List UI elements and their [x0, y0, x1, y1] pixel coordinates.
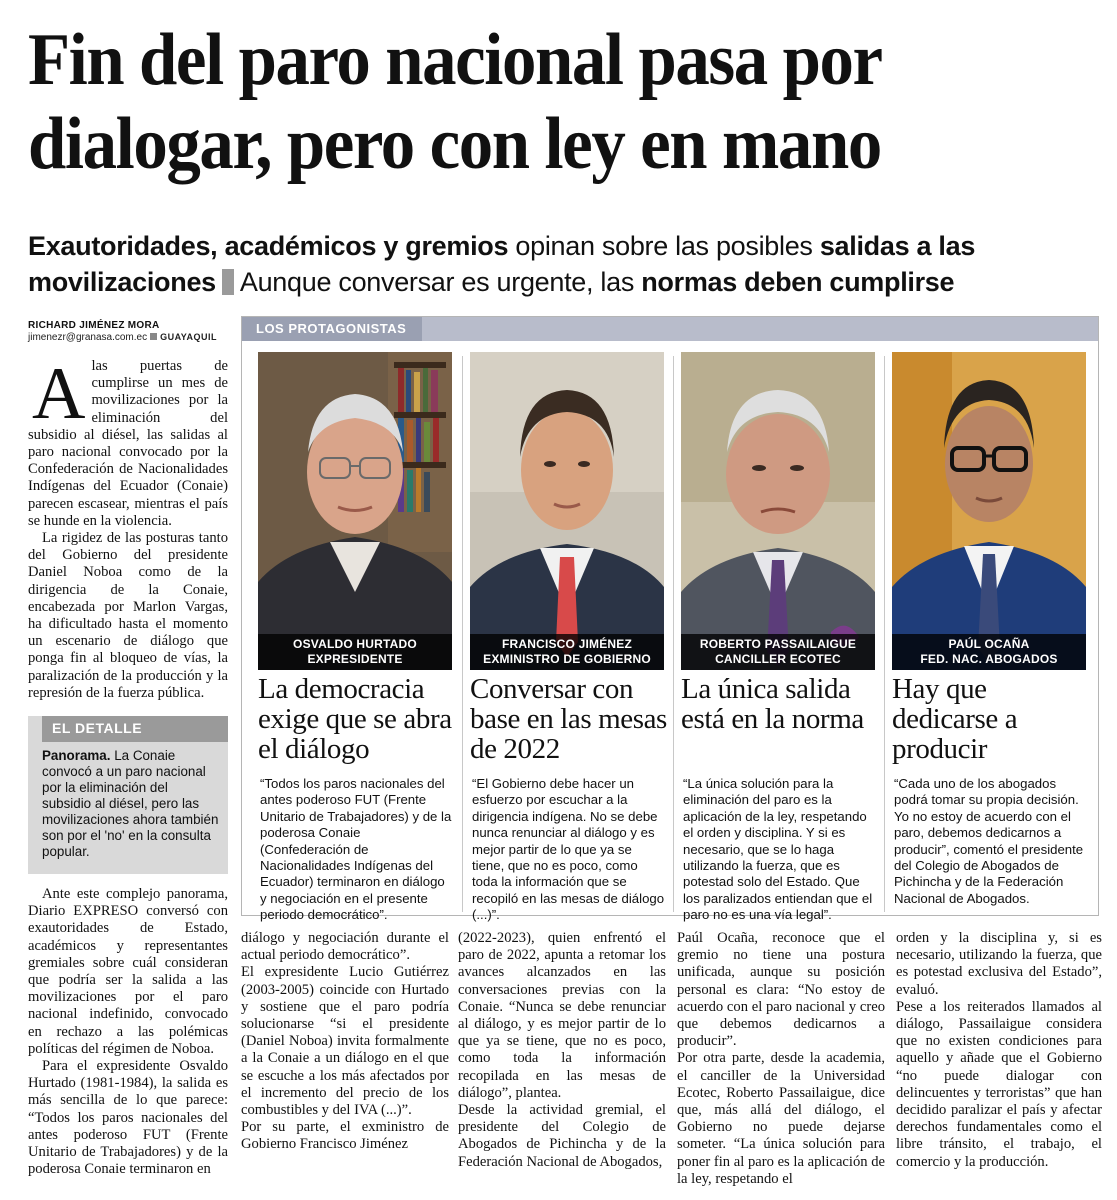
byline-author: RICHARD JIMÉNEZ MORA [28, 320, 160, 331]
body-column-3 [458, 930, 666, 1171]
protagonist-quote: “Todos los paros nacionales del antes poderoso FUT (Frente Unitario de Trabajadores) y de la poderosa Conaie (Confederación de Nacionalidades Indígenas del Ecuador) terminaron en diálogo y negociación en el presente periodo democrático”. [260, 776, 452, 923]
protagonist-caption [892, 634, 1086, 670]
body-column-2-text: diálogo y negociación durante el actual periodo democrático”. El expresidente Lucio Gutiérrez (2003-2005) coincide con Hurtado y sostiene que el paro podría solucionarse “si el presidente (Daniel Noboa) invita formalmente a la Conaie a un diálogo en el que se escuche a los más afectados por el incremento del precio de los combustibles y del IVA (...)”. Por su parte, el exministro de Gobierno Francisco Jiménez [241, 930, 449, 1153]
protagonist-quote: “Cada uno de los abogados podrá tomar su propia decisión. Yo no estoy de acuerdo con el paro, debemos dedicarnos a producir”, comentó el presidente del Colegio de Abogados de Pichincha y de la Federación Nacional de Abogados. [894, 776, 1084, 906]
column-divider [462, 356, 463, 912]
body-column-3-text: (2022-2023), quien enfrentó el paro de 2022, apunta a retomar los avances alcanzados en las conversaciones previas con la Conaie. “Nunca se debe renunciar al diálogo, y es mejor partir de lo que ya se tiene, que no es poco, como toda la información recopilada en las mesas de diálogo”, plantea. Desde la actividad gremial, el presidente del Colegio de Abogados de Pichincha y de la Federación Nacional de Abogados, [458, 930, 666, 1170]
protagonist-role: EXMINISTRO DE GOBIERNO [483, 652, 651, 666]
portrait-paul-ocana [892, 352, 1086, 670]
protagonist-name: ROBERTO PASSAILAIGUE [699, 637, 857, 651]
byline-contact [28, 332, 228, 343]
protagonist-headline: Conversar con base en las mesas de 2022 [470, 673, 667, 765]
detail-box-body [28, 742, 228, 874]
protagonist-name: PAÚL OCAÑA [948, 637, 1030, 651]
detail-box-title: EL DETALLE [52, 720, 143, 736]
protagonist-photo [258, 352, 452, 670]
detail-box-text: La Conaie convocó a un paro nacional por la eliminación del subsidio al diésel, pero las movilizaciones ahora también son por el 'no' en la consulta popular. [42, 748, 219, 859]
subheadline [28, 228, 1103, 300]
column-divider [884, 356, 885, 912]
protagonist-name: FRANCISCO JIMÉNEZ [501, 637, 633, 651]
subhead-separator [222, 269, 234, 295]
protagonist-name: OSVALDO HURTADO [293, 637, 417, 651]
body-column-5 [896, 930, 1102, 1171]
detail-box-lead: Panorama. [42, 748, 111, 763]
body-column-2 [241, 930, 449, 1154]
protagonist-headline: Hay que dedicarse a producir [892, 673, 1018, 765]
drop-cap: A [32, 353, 86, 435]
portrait-roberto-passailaigue [681, 352, 875, 670]
subhead-text-2: opinan sobre las posibles [508, 231, 820, 261]
protagonist-photo [892, 352, 1086, 670]
protagonist-quote: “El Gobierno debe hacer un esfuerzo por escuchar a la dirigencia indígena. No se debe nunca renunciar al diálogo y es mejor partir de lo que ya se tiene, que no es poco, como toda la información que se recopiló en las mesas de diálogo (...)”. [472, 776, 665, 923]
subhead-bold-3: salidas a las movilizaciones [28, 231, 976, 297]
subhead-bold-1: Exautoridades, académicos y gremios [28, 231, 509, 261]
column-1-paragraph-2: Para el expresidente Osvaldo Hurtado (1981-1984), la salida es más sencilla de lo que parece: “Todos los paros nacionales del antes poderoso FUT (Frente Unitario de Trabajadores) y de la poderosa Conaie terminaron en [28, 1058, 228, 1178]
headline [28, 18, 1023, 186]
headline-line-2: dialogar, pero con ley en mano [28, 103, 881, 185]
protagonist-caption [258, 634, 452, 670]
detail-box-header [28, 716, 228, 742]
intro-paragraph-2: La rigidez de las posturas tanto del Gobierno del presidente Daniel Noboa como de la dirigencia de la Conaie, encabezada por Marlon Vargas, ha dificultado hasta el momento un escenario de diálogo que ponga fin al bloqueo de vías, la paralización de la producción y la represión de la fuerza pública. [28, 530, 228, 701]
intro-column [28, 353, 228, 702]
protagonists-header [242, 317, 1098, 341]
protagonist-quote: “La única solución para la eliminación del paro es la aplicación de la ley, respetando el orden y disciplina. Y si es necesario, que se lo haga utilizando la fuerza, que es potestad solo del Estado. Que los paralizados entiendan que el paro no es una vía legal”. [683, 776, 873, 923]
subhead-bold-5: normas deben cumplirse [641, 267, 955, 297]
intro-paragraph-1: las puertas de cumplirse un mes de movilizaciones por la eliminación del subsidio al diésel, las salidas al paro nacional convocado por la Confederación de Nacionalidades Indígenas del Ecuador (Conaie) parecen escasear, mientras el país se hunde en la violencia. [28, 358, 228, 529]
detail-box [28, 716, 228, 874]
protagonist-role: FED. NAC. ABOGADOS [920, 652, 1058, 666]
portrait-francisco-jimenez [470, 352, 664, 670]
byline [28, 320, 228, 343]
protagonist-caption [470, 634, 664, 670]
protagonists-title: LOS PROTAGONISTAS [256, 321, 407, 336]
protagonist-headline: La única salida está en la norma [681, 673, 864, 735]
protagonist-role: CANCILLER ECOTEC [715, 652, 841, 666]
protagonist-headline: La democracia exige que se abra el diálogo [258, 673, 452, 765]
column-divider [673, 356, 674, 912]
byline-square-icon [150, 333, 157, 340]
protagonist-caption [681, 634, 875, 670]
body-column-4-text: Paúl Ocaña, reconoce que el gremio no tiene una postura unificada, aunque su posición personal es clara: “No estoy de acuerdo con el paro nacional y creo que debemos dedicarnos a producir”. Por otra parte, desde la academia, el canciller de la Universidad Ecotec, Roberto Passailaigue, dice que, más allá del diálogo, el Gobierno no puede dejarse someter. “La única solución para poner fin al paro es la aplicación de la ley, respetando el [677, 930, 885, 1187]
protagonist-role: EXPRESIDENTE [307, 652, 403, 666]
byline-email: jimenezr@granasa.com.ec [28, 332, 148, 343]
portrait-osvaldo-hurtado [258, 352, 452, 670]
byline-city: GUAYAQUIL [160, 332, 217, 342]
subhead-text-4: Aunque conversar es urgente, las [239, 267, 642, 297]
column-1-lower [28, 886, 228, 1178]
protagonist-photo [681, 352, 875, 670]
column-1-paragraph-1: Ante este complejo panorama, Diario EXPRESO conversó con exautoridades de Estado, académicos y representantes gremiales sobre cuál consideran que podría ser la salida a las movilizaciones por el paro nacional indefinido, convocado en rechazo a las polémicas políticas del régimen de Noboa. [28, 886, 228, 1057]
body-column-5-text: orden y la disciplina y, si es necesario, utilizando la fuerza, que es potestad exclusiva del Estado”, evaluó. Pese a los reiterados llamados al diálogo, Passailaigue considera que no existen condiciones para aquello y añade que el Gobierno “no puede dialogar con delincuentes y terroristas” que han decidido paralizar el país y afectar derechos fundamentales como el libre tránsito, el trabajo, el comercio y la producción. [896, 930, 1102, 1170]
body-column-4 [677, 930, 885, 1188]
headline-line-1: Fin del paro nacional pasa por [28, 19, 882, 101]
protagonist-photo [470, 352, 664, 670]
